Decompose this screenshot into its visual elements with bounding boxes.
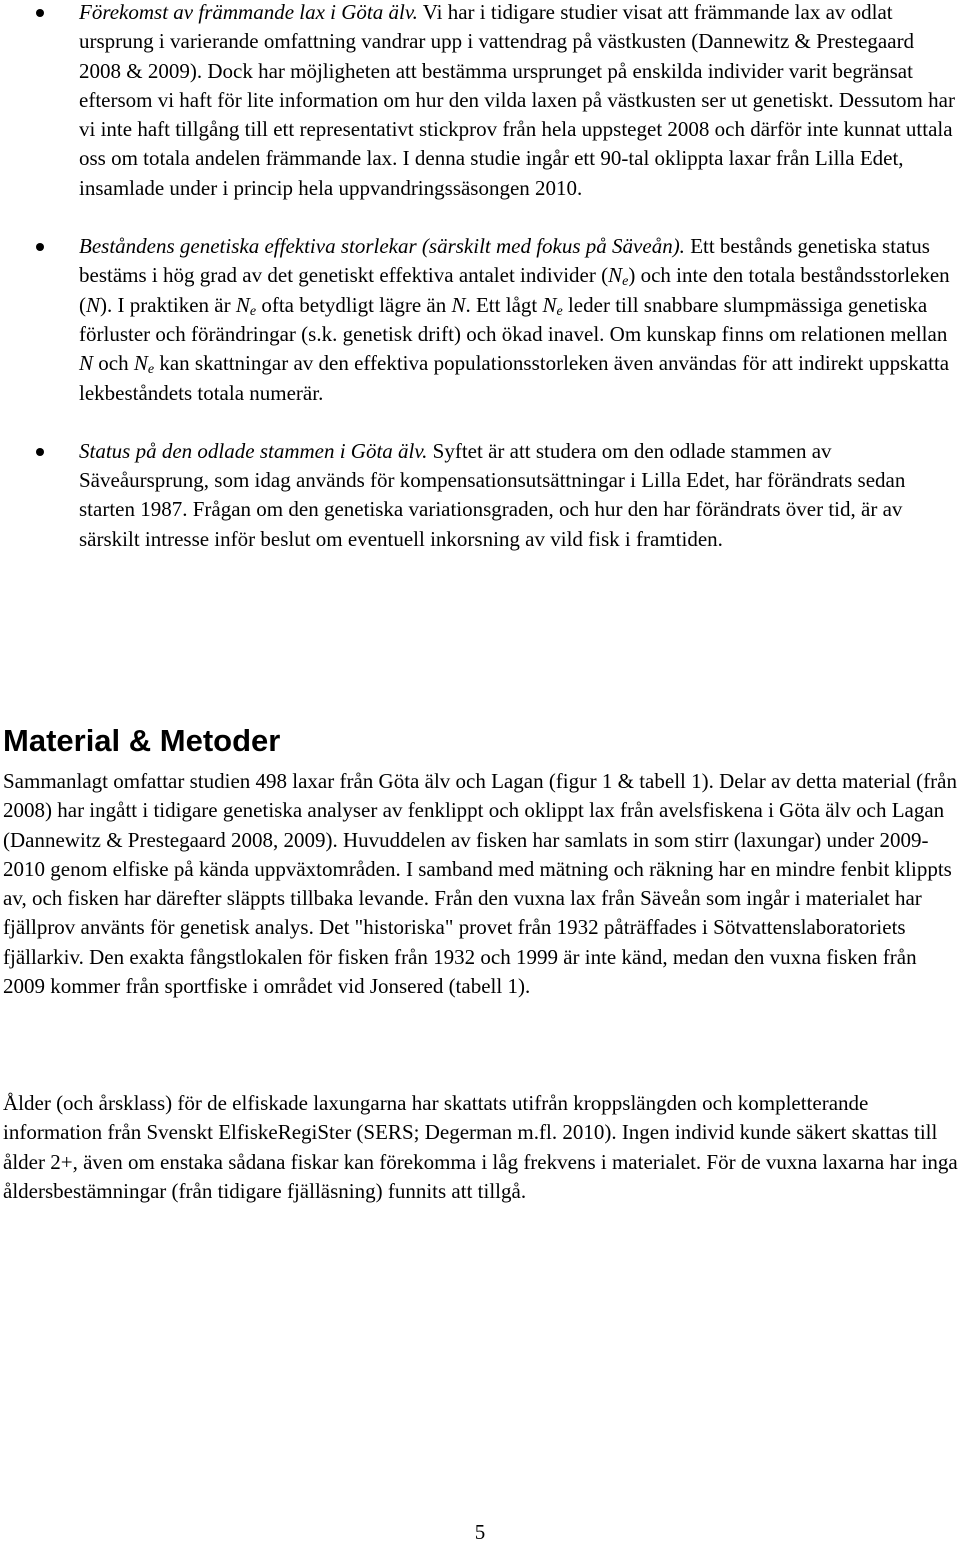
bullet-body-segment: ). I praktiken är [100, 292, 236, 317]
bullet-text [79, 232, 958, 408]
bullet-text [79, 0, 958, 203]
bullet-body-segment: . Ett lågt [465, 292, 543, 317]
symbol-n: N [86, 292, 101, 317]
bullet-item-foreign-salmon [0, 0, 960, 203]
bullet-lead: Beståndens genetiska effektiva storlekar (särskilt med fokus på Säveån). [79, 234, 685, 259]
bullet-dot-icon [36, 9, 44, 17]
body-paragraph: Ålder (och årsklass) för de elfiskade laxungarna har skattats utifrån kroppslängden och kompletterande information från Svenskt ElfiskeRegiSter (SERS; Degerman m.fl. 2010). Ingen individ kunde säkert skattas till ålder 2+, även om enstaka sådana fiskar kan förekomma i låg frekvens i materialet. För de vuxna laxarna har inga åldersbestämningar (från tidigare fjälläsning) funnits att tillgå. [3, 1091, 958, 1203]
symbol-n: N [451, 292, 466, 317]
bullet-lead: Status på den odlade stammen i Göta älv. [79, 438, 428, 463]
bullet-dot-icon [36, 243, 44, 251]
bullet-body-segment: ofta betydligt lägre än [256, 292, 452, 317]
bullet-body-segment: ) och inte den totala beståndsstorleken ( [79, 263, 950, 317]
symbol-n: N [79, 351, 94, 376]
body-paragraph: Sammanlagt omfattar studien 498 laxar från Göta älv och Lagan (figur 1 & tabell 1). Delar av detta material (från 2008) har ingått i tidigare genetiska analyser av fenklippt och oklippt lax från avelsfiskena i Göta älv och Lagan (Dannewitz & Prestegaard 2008, 2009). Huvuddelen av fisken har samlats in som stirr (laxungar) under 2009-2010 genom elfiske på kända uppväxtområden. I samband med mätning och räkning har en mindre fenbit klippts av, och fisken har därefter släppts tillbaka levande. Från den vuxna lax från Säveån som ingår i materialet har fjällprov använts för genetisk analys. Det "historiska" provet från 1932 påträffades i Sötvattenslaboratoriets fjällarkiv. Den exakta fångstlokalen för fisken från 1932 och 1999 är inte känd, medan den vuxna fisken från 2009 kommer från sportfiske i området vid Jonsered (tabell 1). [3, 769, 957, 999]
bullet-body-segment: leder till snabbare slumpmässiga genetiska förluster och förändringar (s.k. genetisk drift) och ökad inavel. Om kunskap finns om relationen mellan [79, 292, 948, 346]
bullet-body-segment: och [93, 351, 134, 376]
symbol-ne: $N_e$ [542, 292, 563, 319]
symbol-ne: $N_e$ [133, 351, 155, 378]
bullet-list [0, 0, 960, 583]
bullet-dot-icon [36, 448, 44, 456]
bullet-body: Syftet är att studera om den odlade stammen av Säveåursprung, som idag används för kompensationsutsättningar i Lilla Edet, har förändrats sedan starten 1987. Frågan om den genetiska variationsgraden, och hur den har förändrats över tid, är av särskilt intresse inför beslut om eventuell inkorsning av vild fisk i framtiden. [79, 438, 906, 551]
section-heading: Material & Metoder [3, 723, 281, 758]
bullet-lead: Förekomst av främmande lax i Göta älv. [79, 0, 418, 24]
symbol-ne: $N_e$ [235, 292, 257, 319]
bullet-item-hatchery-stock [0, 437, 960, 554]
bullet-body: Vi har i tidigare studier visat att främmande lax av odlat ursprung i varierande omfattning vandrar upp i vattendrag på västkusten (Dannewitz & Prestegaard 2008 & 2009). Dock har möjligheten att bestämma ursprunget på enskilda individer varit begränsat eftersom vi haft för lite information om hur den vilda laxen på västkusten ser ut genetiskt. Dessutom har vi inte haft tillgång till ett representativt stickprov från hela uppsteget 2008 och därför inte kunnat uttala oss om totala andelen främmande lax. I denna studie ingår ett 90-tal oklippta laxar från Lilla Edet, insamlade under i princip hela uppvandringssäsongen 2010. [79, 0, 955, 200]
bullet-body-segment: kan skattningar av den effektiva populationsstorleken även användas för att indirekt uppskatta lekbeståndets totala numerär. [79, 351, 950, 405]
bullet-text [79, 437, 958, 554]
bullet-item-effective-size [0, 232, 960, 408]
page-number: 5 [474, 1520, 486, 1544]
symbol-ne: $N_e$ [608, 263, 629, 290]
bullet-body-segment: Ett bestånds genetiska status bestäms i hög grad av det genetiskt effektiva antalet individer ( [79, 234, 930, 288]
